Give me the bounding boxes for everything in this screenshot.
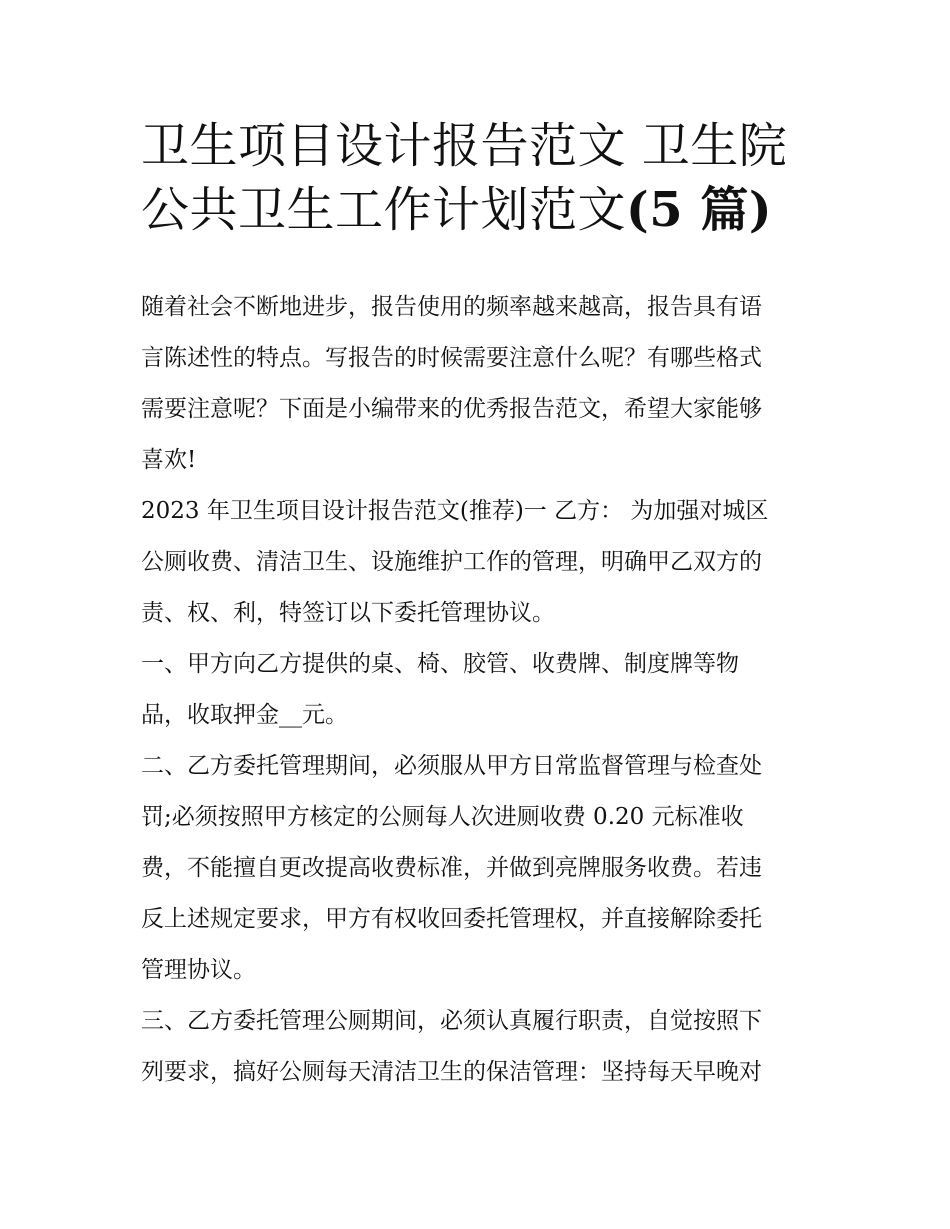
text-line: 费，不能擅自更改提高收费标准，并做到亮牌服务收费。若违 xyxy=(141,855,762,881)
paragraph-intro xyxy=(141,282,821,486)
paragraph-clause-3 xyxy=(141,996,821,1098)
text-line: 品，收取押金__元。 xyxy=(141,702,348,728)
text-line: 三、乙方委托管理公厕期间，必须认真履行职责，自觉按照下 xyxy=(141,1008,762,1034)
text-line: 管理协议。 xyxy=(141,957,256,983)
title-line-2-suffix: (5 篇) xyxy=(626,182,773,238)
paragraph-2023-report xyxy=(141,486,821,639)
document-body xyxy=(141,282,821,1098)
paragraph-clause-2 xyxy=(141,741,821,996)
paragraph-clause-1 xyxy=(141,639,821,741)
text-line: 反上述规定要求，甲方有权收回委托管理权，并直接解除委托 xyxy=(141,906,762,932)
text-line: 罚;必须按照甲方核定的公厕每人次进厕收费 0.20 元标准收 xyxy=(141,804,744,830)
text-line: 随着社会不断地进步，报告使用的频率越来越高，报告具有语 xyxy=(141,294,762,320)
text-line: 喜欢! xyxy=(141,447,197,473)
document-title xyxy=(141,114,831,242)
text-line: 2023 年卫生项目设计报告范文(推荐)一 乙方： 为加强对城区 xyxy=(141,498,769,524)
text-line: 一、甲方向乙方提供的桌、椅、胶管、收费牌、制度牌等物 xyxy=(141,651,739,677)
text-line: 列要求，搞好公厕每天清洁卫生的保洁管理：坚持每天早晚对 xyxy=(141,1059,762,1085)
text-line: 公厕收费、清洁卫生、设施维护工作的管理，明确甲乙双方的 xyxy=(141,549,762,575)
text-line: 言陈述性的特点。写报告的时候需要注意什么呢？有哪些格式 xyxy=(141,345,762,371)
text-line: 需要注意呢？下面是小编带来的优秀报告范文，希望大家能够 xyxy=(141,396,762,422)
title-line-1: 卫生项目设计报告范文 卫生院 xyxy=(141,118,788,174)
title-line-2-text: 公共卫生工作计划范文 xyxy=(141,182,627,238)
text-line: 责、权、利，特签订以下委托管理协议。 xyxy=(141,600,555,626)
text-line: 二、乙方委托管理期间，必须服从甲方日常监督管理与检查处 xyxy=(141,753,762,779)
title-line-2 xyxy=(141,178,831,242)
